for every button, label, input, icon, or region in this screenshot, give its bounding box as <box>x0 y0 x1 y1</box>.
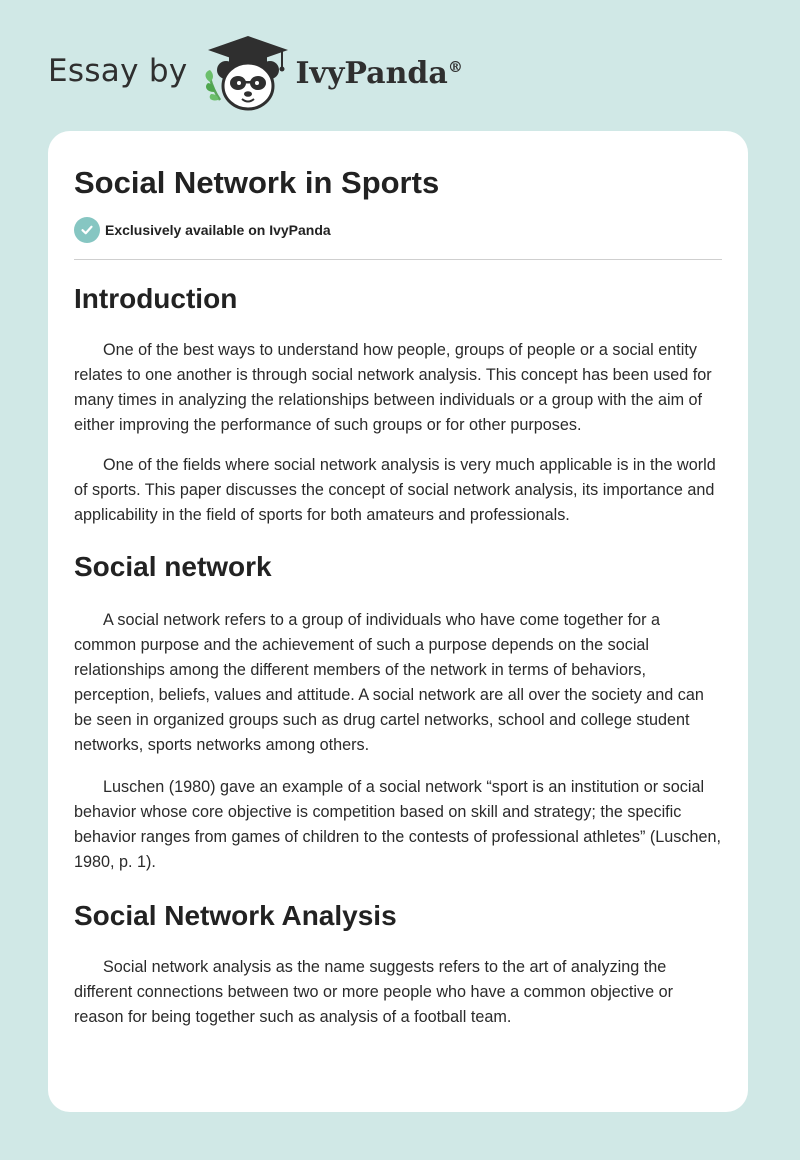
brand-label: IvyPanda <box>295 55 448 91</box>
exclusive-badge <box>74 217 722 243</box>
paragraph: One of the fields where social network analysis is very much applicable is in the world of sports. This paper discusses the concept of social network analysis, its importance and applicability in the field of sports for both amateurs and professionals. <box>74 456 716 524</box>
panda-logo-icon[interactable] <box>202 34 294 114</box>
paragraph: Social network analysis as the name suggests refers to the art of analyzing the different connections between two or more people who have a common objective or reason for being together such as analysis of a football team. <box>74 958 673 1026</box>
paragraph: Luschen (1980) gave an example of a social network “sport is an institution or social behavior whose core objective is competition based on skill and strategy; the specific behavior ranges from games of children to the contests of professional athletes” (Luschen, 1980, p. 1). <box>74 778 721 871</box>
title-divider <box>74 259 722 260</box>
essay-by-label: Essay by <box>48 53 188 89</box>
essay-title: Social Network in Sports <box>74 165 440 200</box>
section-heading-introduction: Introduction <box>74 283 238 314</box>
section-heading-social-network: Social network <box>74 551 272 582</box>
exclusive-badge-label: Exclusively available on IvyPanda <box>105 222 331 238</box>
registered-mark: ® <box>447 57 463 76</box>
paragraph: One of the best ways to understand how people, groups of people or a social entity relates to one another is through social network analysis. This concept has been used for many times in analyzing the relationships between individuals or a group with the aim of either improving the performance of such groups or for other purposes. <box>74 341 712 434</box>
paragraph: A social network refers to a group of individuals who have come together for a common purpose and the achievement of such a purpose depends on the social relationships among the different members of the network in terms of behaviors, perception, beliefs, values and attitude. A social network are all over the society and can be seen in organized groups such as drug cartel networks, school and college student networks, sports networks among others. <box>74 611 704 754</box>
site-header <box>48 34 488 114</box>
section-heading-social-network-analysis: Social Network Analysis <box>74 900 397 931</box>
brand-name[interactable] <box>296 56 463 91</box>
essay-card <box>48 131 748 1112</box>
checkmark-icon <box>74 217 100 243</box>
